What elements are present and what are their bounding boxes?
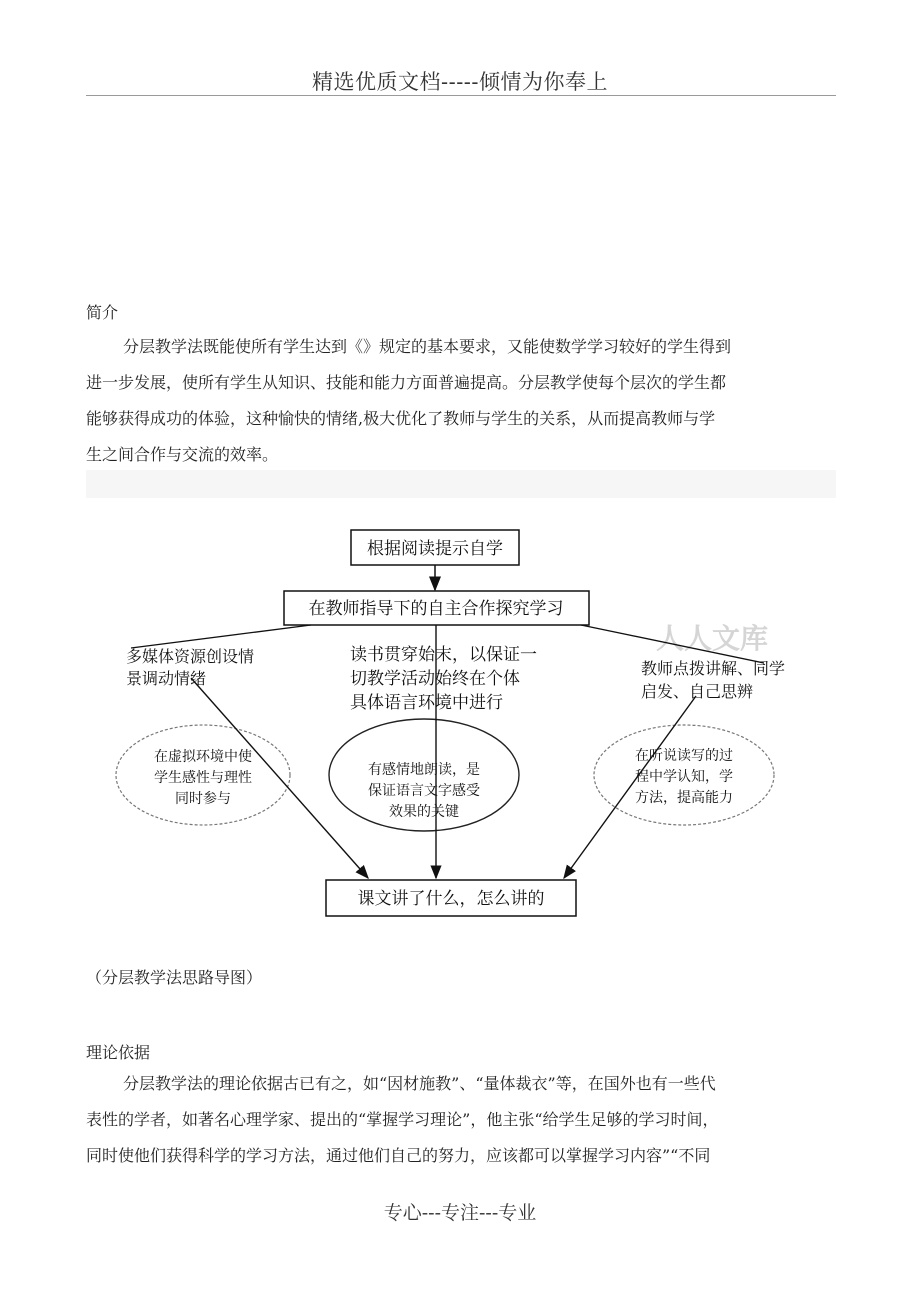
arrow-right-down [564,696,696,878]
theory-line: 表性的学者，如著名心理学家、提出的“掌握学习理论”，他主张“给学生足够的学习时间， [86,1110,719,1129]
right-branch-line: 教师点拨讲解、同学 [641,659,786,678]
right-ellipse-line: 方法，提高能力 [635,790,733,806]
right-branch-line: 启发、自己思辨 [641,682,754,701]
mind-map-diagram [86,498,836,938]
intro-paragraph [86,329,836,473]
left-ellipse-line: 学生感性与理性 [154,770,252,786]
intro-line: 进一步发展，使所有学生从知识、技能和能力方面普遍提高。分层教学使每个层次的学生都 [86,373,727,392]
left-branch-line: 景调动情绪 [126,669,207,688]
center-branch-line: 具体语言环境中进行 [350,693,503,713]
intro-heading: 简介 [86,303,119,322]
intro-line: 分层教学法既能使所有学生达到《》规定的基本要求，又能使数学学习较好的学生得到 [123,337,732,356]
header-divider [86,95,836,96]
page-footer: 专心---专注---专业 [383,1202,537,1224]
left-ellipse-line: 同时参与 [175,791,231,807]
theory-line: 同时使他们获得科学的学习方法，通过他们自己的努力，应该都可以掌握学习内容”“不同 [86,1146,711,1165]
center-ellipse-line: 有感情地朗读，是 [368,762,480,778]
center-ellipse-line: 效果的关键 [389,804,459,820]
theory-line: 分层教学法的理论依据古已有之，如“因材施教”、“量体裁衣”等，在国外也有一些代 [123,1074,716,1093]
top-step-label: 根据阅读提示自学 [367,539,503,559]
left-ellipse-line: 在虚拟环境中使 [154,749,252,765]
left-branch-line: 多媒体资源创设情 [126,647,255,666]
intro-line: 能够获得成功的体验，这种愉快的情绪,极大优化了教师与学生的关系，从而提高教师与学 [86,409,716,428]
theory-paragraph [86,1066,836,1174]
bottom-step-label: 课文讲了什么，怎么讲的 [357,889,545,909]
center-ellipse-line: 保证语言文字感受 [368,783,480,799]
figure-caption: （分层教学法思路导图） [86,968,263,987]
page-header: 精选优质文档-----倾情为你奉上 [312,70,608,94]
intro-line: 生之间合作与交流的效率。 [86,445,279,464]
watermark-text: 人人文库 [656,622,769,655]
figure-top-band [86,470,836,498]
center-branch-line: 切教学活动始终在个体 [350,669,520,689]
center-branch-line: 读书贯穿始末，以保证一 [350,645,537,665]
right-ellipse-line: 程中学认知，学 [635,769,733,785]
theory-heading: 理论依据 [86,1043,151,1062]
right-ellipse-line: 在听说读写的过 [635,748,733,764]
connector-left [131,625,311,648]
middle-step-label: 在教师指导下的自主合作探究学习 [308,599,564,619]
